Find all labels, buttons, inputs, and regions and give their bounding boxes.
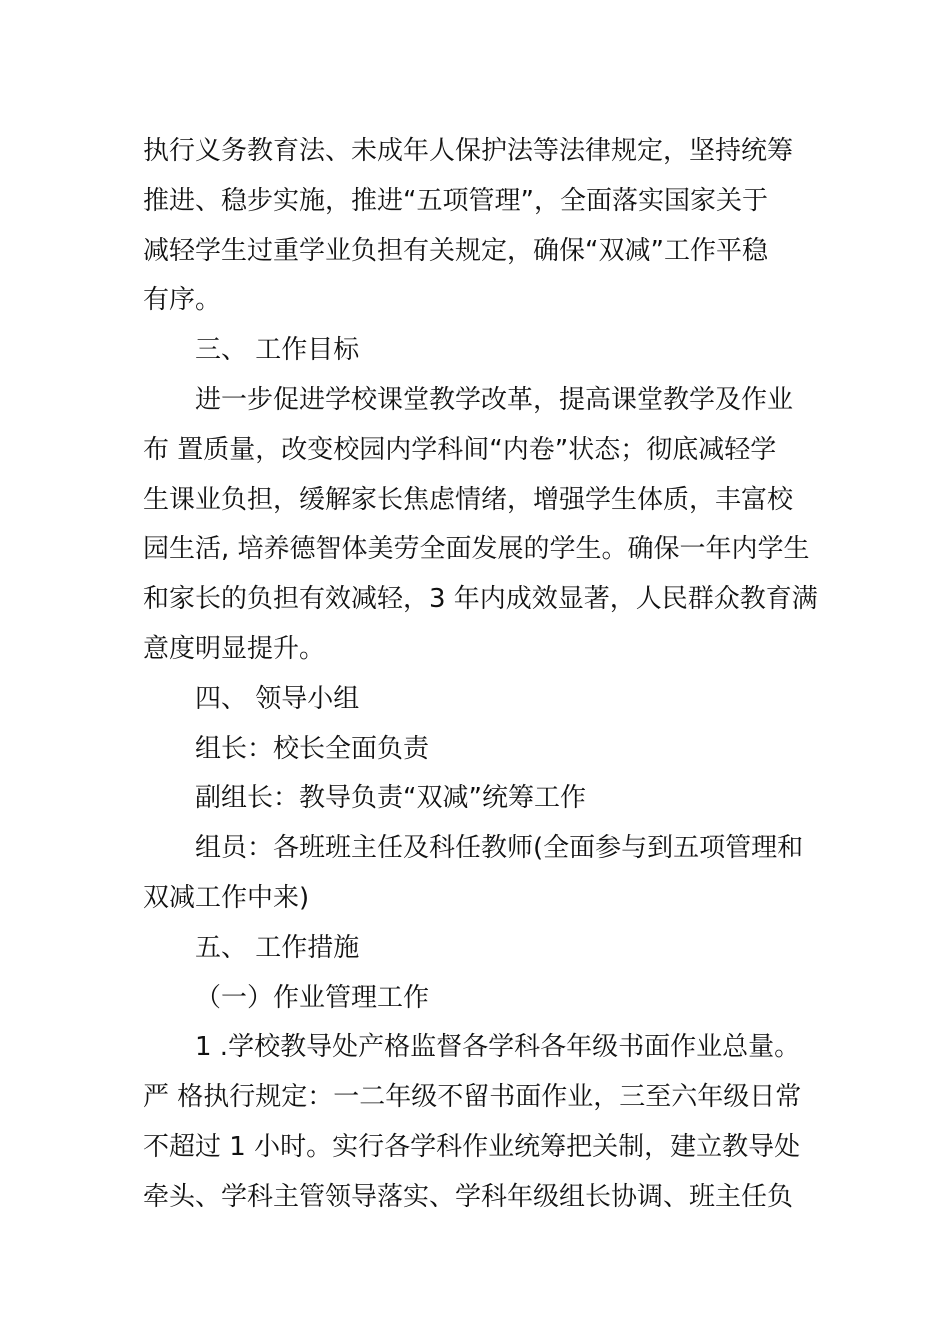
paragraph-line: 园生活, 培养德智体美劳全面发展的学生。确保一年内学生 <box>143 534 810 565</box>
paragraph-line: 牵头、学科主管领导落实、学科年级组长协调、班主任负 <box>143 1181 794 1212</box>
paragraph-line: 双减工作中来) <box>143 882 310 913</box>
paragraph-line: 布 置质量，改变校园内学科间“内卷”状态；彻底减轻学 <box>143 434 777 465</box>
paragraph-line: 严 格执行规定：一二年级不留书面作业，三至六年级日常 <box>143 1082 802 1113</box>
section-heading: 四、 领导小组 <box>195 683 360 714</box>
paragraph-line: 1 .学校教导处产格监督各学科各年级书面作业总量。 <box>195 1032 801 1063</box>
paragraph-line: 组长：校长全面负责 <box>195 733 430 764</box>
subsection-heading: （一）作业管理工作 <box>195 982 430 1013</box>
section-heading: 三、 工作目标 <box>195 335 360 366</box>
paragraph-line: 生课业负担，缓解家长焦虑情绪，增强学生体质，丰富校 <box>143 484 794 515</box>
section-heading: 五、 工作措施 <box>195 932 360 963</box>
paragraph-line: 和家长的负担有效减轻，3 年内成效显著，人民群众教育满 <box>143 584 818 615</box>
document-body <box>143 127 823 1223</box>
paragraph-line: 副组长：教导负责“双减”统筹工作 <box>195 783 586 814</box>
paragraph-line: 有序。 <box>143 285 222 316</box>
paragraph-line: 推进、稳步实施，推进“五项管理”，全面落实国家关于 <box>143 185 768 216</box>
paragraph-line: 组员：各班班主任及科任教师(全面参与到五项管理和 <box>195 833 804 864</box>
paragraph-line: 意度明显提升。 <box>143 633 326 664</box>
paragraph-line: 进一步促进学校课堂教学改革，提高课堂教学及作业 <box>195 384 794 415</box>
paragraph-line: 不超过 1 小时。实行各学科作业统筹把关制，建立教导处 <box>143 1131 801 1162</box>
paragraph-line: 减轻学生过重学业负担有关规定，确保“双减”工作平稳 <box>143 235 768 266</box>
paragraph-line: 执行义务教育法、未成年人保护法等法律规定，坚持统筹 <box>143 136 794 166</box>
